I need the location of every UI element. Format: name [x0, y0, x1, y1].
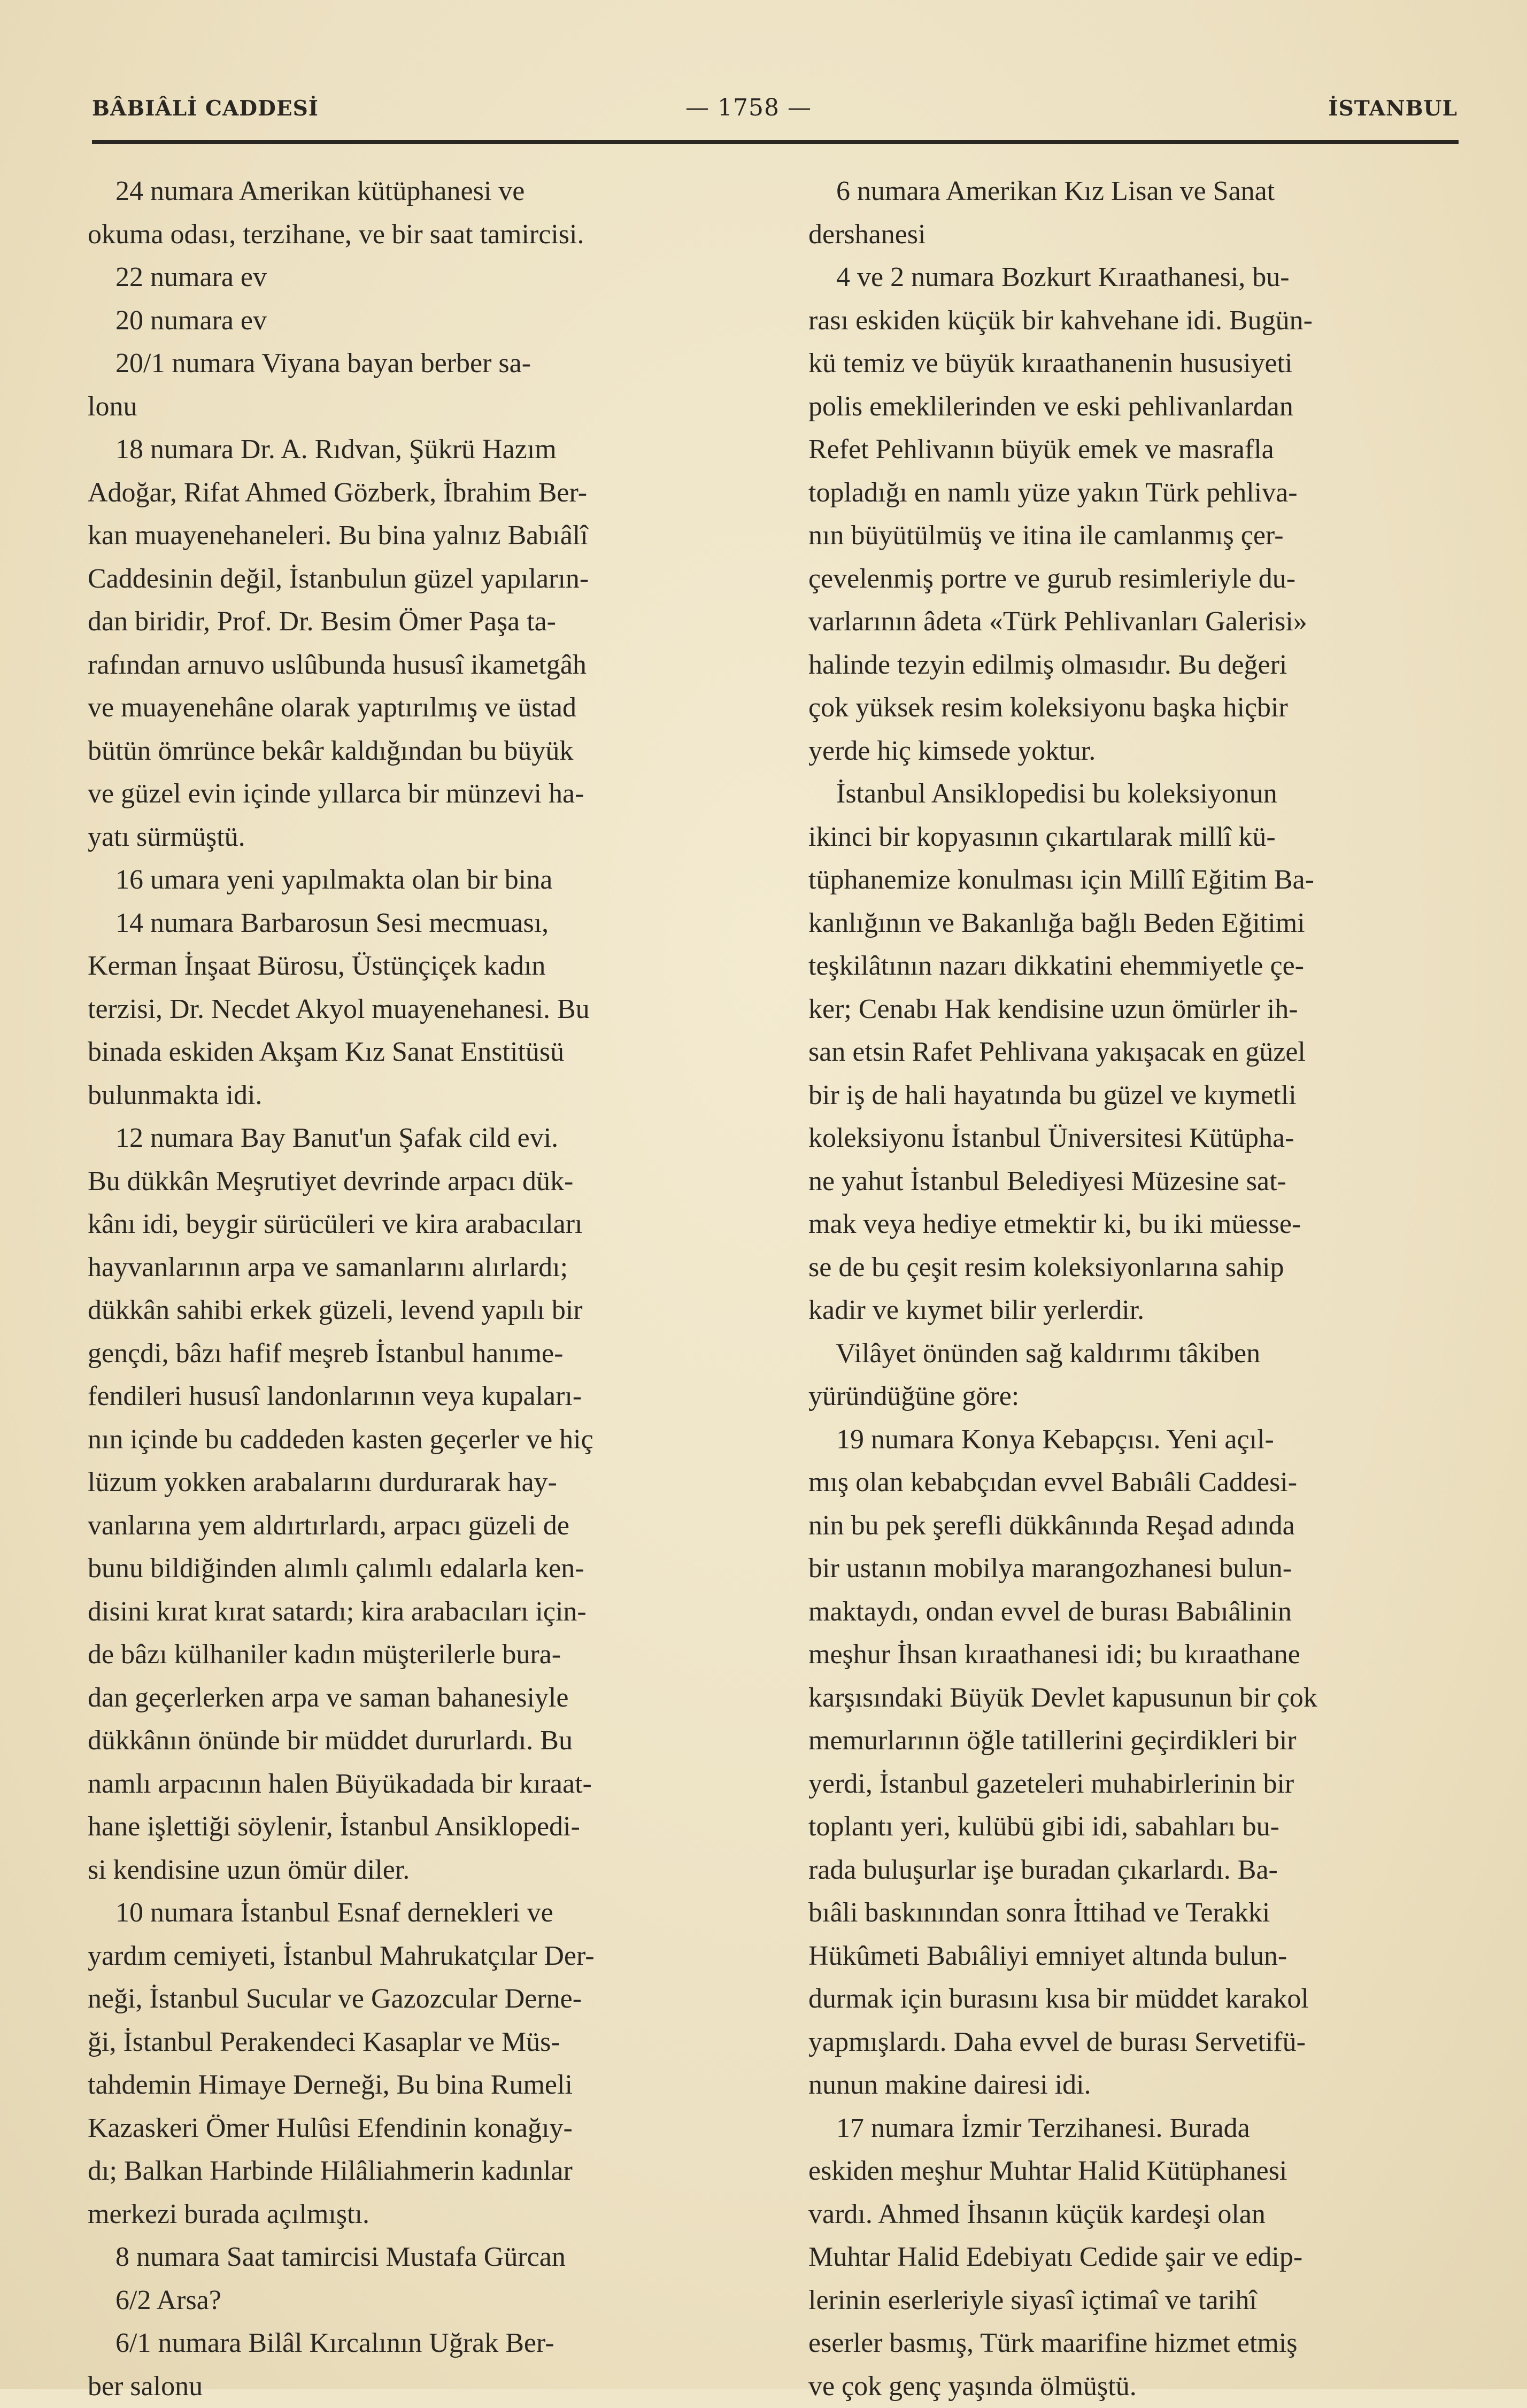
- text-line: kü temiz ve büyük kıraathanenin hususiyeti: [808, 342, 1457, 385]
- text-line: vardı. Ahmed İhsanın küçük kardeşi olan: [808, 2193, 1457, 2236]
- text-line: Kerman İnşaat Bürosu, Üstünçiçek kadın: [88, 945, 740, 988]
- text-line: hayvanlarının arpa ve samanlarını alırlardı;: [88, 1246, 740, 1290]
- text-line: neği, İstanbul Sucular ve Gazozcular Derne-: [88, 1978, 740, 2021]
- text-line: polis emeklilerinden ve eski pehlivanlardan: [808, 385, 1457, 429]
- text-line: Adoğar, Rifat Ahmed Gözberk, İbrahim Ber-: [88, 472, 740, 515]
- text-line: topladığı en namlı yüze yakın Türk pehliva-: [808, 472, 1457, 515]
- text-line: yüründüğüne göre:: [808, 1375, 1457, 1418]
- left-text-column: [88, 170, 740, 2408]
- text-line: bir iş de hali hayatında bu güzel ve kıymetli: [808, 1074, 1457, 1117]
- text-line: san etsin Rafet Pehlivana yakışacak en güzel: [808, 1031, 1457, 1074]
- text-line: lerinin eserleriyle siyasî içtimaî ve tarihî: [808, 2279, 1457, 2322]
- page-number: — 1758 —: [685, 94, 812, 121]
- text-line: kadir ve kıymet bilir yerlerdir.: [808, 1289, 1457, 1332]
- text-line: bir ustanın mobilya marangozhanesi bulun-: [808, 1547, 1457, 1591]
- text-line: se de bu çeşit resim koleksiyonlarına sahip: [808, 1246, 1457, 1290]
- text-line: 20 numara ev: [88, 299, 740, 343]
- text-line: teşkilâtının nazarı dikkatini ehemmiyetle çe-: [808, 945, 1457, 988]
- text-line: 22 numara ev: [88, 256, 740, 299]
- text-line: bütün ömrünce bekâr kaldığından bu büyük: [88, 730, 740, 773]
- text-line: ve çok genç yaşında ölmüştü.: [808, 2365, 1457, 2408]
- text-line: 6/2 Arsa?: [88, 2279, 740, 2322]
- text-line: halinde tezyin edilmiş olmasıdır. Bu değeri: [808, 644, 1457, 687]
- text-line: bıâli baskınından sonra İttihad ve Terakki: [808, 1892, 1457, 1935]
- text-line: merkezi burada açılmıştı.: [88, 2193, 740, 2236]
- text-line: maktaydı, ondan evvel de burası Babıâlinin: [808, 1591, 1457, 1634]
- text-line: dükkân sahibi erkek güzeli, levend yapılı bir: [88, 1289, 740, 1332]
- text-line: mış olan kebabçıdan evvel Babıâli Caddesi-: [808, 1461, 1457, 1504]
- text-line: ker; Cenabı Hak kendisine uzun ömürler ih-: [808, 988, 1457, 1031]
- text-line: kânı idi, beygir sürücüleri ve kira arabacıları: [88, 1203, 740, 1246]
- text-line: disini kırat kırat satardı; kira arabacıları için-: [88, 1591, 740, 1634]
- text-line: eskiden meşhur Muhtar Halid Kütüphanesi: [808, 2150, 1457, 2193]
- text-line: toplantı yeri, kulübü gibi idi, sabahları bu-: [808, 1805, 1457, 1849]
- text-line: 16 umara yeni yapılmakta olan bir bina: [88, 859, 740, 902]
- text-line: çevelenmiş portre ve gurub resimleriyle du-: [808, 558, 1457, 601]
- text-line: durmak için burasını kısa bir müddet karakol: [808, 1978, 1457, 2021]
- text-line: ber salonu: [88, 2365, 740, 2408]
- text-line: nin bu pek şerefli dükkânında Reşad adında: [808, 1504, 1457, 1548]
- text-line: karşısındaki Büyük Devlet kapusunun bir çok: [808, 1677, 1457, 1720]
- text-line: dükkânın önünde bir müddet dururlardı. Bu: [88, 1719, 740, 1763]
- text-line: vanlarına yem aldırtırlardı, arpacı güzeli de: [88, 1504, 740, 1548]
- text-line: Vilâyet önünden sağ kaldırımı tâkiben: [808, 1332, 1457, 1376]
- text-line: hane işlettiği söylenir, İstanbul Ansiklopedi-: [88, 1805, 740, 1849]
- text-line: tüphanemize konulması için Millî Eğitim Ba-: [808, 859, 1457, 902]
- text-line: ve güzel evin içinde yıllarca bir münzevi ha-: [88, 773, 740, 816]
- text-line: fendileri hususî landonlarının veya kupaları-: [88, 1375, 740, 1418]
- header-city-name: İSTANBUL: [1328, 96, 1457, 121]
- text-line: lüzum yokken arabalarını durdurarak hay-: [88, 1461, 740, 1504]
- text-line: yerdi, İstanbul gazeteleri muhabirlerinin bir: [808, 1763, 1457, 1806]
- text-line: 10 numara İstanbul Esnaf dernekleri ve: [88, 1892, 740, 1935]
- text-line: Bu dükkân Meşrutiyet devrinde arpacı dük-: [88, 1160, 740, 1203]
- text-line: bulunmakta idi.: [88, 1074, 740, 1117]
- text-line: nunun makine dairesi idi.: [808, 2064, 1457, 2107]
- text-line: yardım cemiyeti, İstanbul Mahrukatçılar Der-: [88, 1935, 740, 1978]
- text-line: 8 numara Saat tamircisi Mustafa Gürcan: [88, 2236, 740, 2279]
- text-line: 6 numara Amerikan Kız Lisan ve Sanat: [808, 170, 1457, 213]
- text-line: de bâzı külhaniler kadın müşterilerle bura-: [88, 1633, 740, 1677]
- text-line: 17 numara İzmir Terzihanesi. Burada: [808, 2107, 1457, 2150]
- text-line: Refet Pehlivanın büyük emek ve masrafla: [808, 428, 1457, 472]
- text-line: 18 numara Dr. A. Rıdvan, Şükrü Hazım: [88, 428, 740, 472]
- text-line: 6/1 numara Bilâl Kırcalının Uğrak Ber-: [88, 2322, 740, 2365]
- text-line: tahdemin Himaye Derneği, Bu bina Rumeli: [88, 2064, 740, 2107]
- text-line: yerde hiç kimsede yoktur.: [808, 730, 1457, 773]
- text-line: dan biridir, Prof. Dr. Besim Ömer Paşa ta-: [88, 600, 740, 644]
- text-line: si kendisine uzun ömür diler.: [88, 1849, 740, 1892]
- text-line: terzisi, Dr. Necdet Akyol muayenehanesi. Bu: [88, 988, 740, 1031]
- text-line: Muhtar Halid Edebiyatı Cedide şair ve edip-: [808, 2236, 1457, 2279]
- text-line: 14 numara Barbarosun Sesi mecmuası,: [88, 902, 740, 945]
- text-line: ve muayenehâne olarak yaptırılmış ve üstad: [88, 686, 740, 730]
- running-header: [92, 96, 1457, 134]
- text-line: binada eskiden Akşam Kız Sanat Enstitüsü: [88, 1031, 740, 1074]
- text-line: okuma odası, terzihane, ve bir saat tamircisi.: [88, 213, 740, 257]
- right-text-column: [808, 170, 1457, 2408]
- text-line: mak veya hediye etmektir ki, bu iki müesse-: [808, 1203, 1457, 1246]
- text-line: gençdi, bâzı hafif meşreb İstanbul hanıme-: [88, 1332, 740, 1376]
- text-line: kan muayenehaneleri. Bu bina yalnız Babıâlî: [88, 514, 740, 558]
- text-line: 24 numara Amerikan kütüphanesi ve: [88, 170, 740, 213]
- text-line: ği, İstanbul Perakendeci Kasaplar ve Müs-: [88, 2021, 740, 2064]
- text-line: meşhur İhsan kıraathanesi idi; bu kıraathane: [808, 1633, 1457, 1677]
- text-line: varlarının âdeta «Türk Pehlivanları Galerisi»: [808, 600, 1457, 644]
- header-rule: [92, 140, 1459, 144]
- text-line: memurlarının öğle tatillerini geçirdikleri bir: [808, 1719, 1457, 1763]
- text-line: ne yahut İstanbul Belediyesi Müzesine sat-: [808, 1160, 1457, 1203]
- text-line: Caddesinin değil, İstanbulun güzel yapıların-: [88, 558, 740, 601]
- text-line: 12 numara Bay Banut'un Şafak cild evi.: [88, 1117, 740, 1160]
- text-line: rafından arnuvo uslûbunda hususî ikametgâh: [88, 644, 740, 687]
- text-line: 19 numara Konya Kebapçısı. Yeni açıl-: [808, 1418, 1457, 1462]
- text-line: Hükûmeti Babıâliyi emniyet altında bulun-: [808, 1935, 1457, 1978]
- text-line: namlı arpacının halen Büyükadada bir kıraat-: [88, 1763, 740, 1806]
- text-line: Kazaskeri Ömer Hulûsi Efendinin konağıy-: [88, 2107, 740, 2150]
- text-line: nın büyütülmüş ve itina ile camlanmış çer-: [808, 514, 1457, 558]
- text-line: lonu: [88, 385, 740, 429]
- text-line: rası eskiden küçük bir kahvehane idi. Bugün-: [808, 299, 1457, 343]
- header-street-name: BÂBIÂLİ CADDESİ: [92, 96, 319, 121]
- text-line: eserler basmış, Türk maarifine hizmet etmiş: [808, 2322, 1457, 2365]
- text-line: rada buluşurlar işe buradan çıkarlardı. Ba-: [808, 1849, 1457, 1892]
- text-line: dershanesi: [808, 213, 1457, 257]
- text-line: dan geçerlerken arpa ve saman bahanesiyle: [88, 1677, 740, 1720]
- text-line: İstanbul Ansiklopedisi bu koleksiyonun: [808, 773, 1457, 816]
- text-line: 4 ve 2 numara Bozkurt Kıraathanesi, bu-: [808, 256, 1457, 299]
- text-line: 20/1 numara Viyana bayan berber sa-: [88, 342, 740, 385]
- text-line: yatı sürmüştü.: [88, 816, 740, 859]
- text-line: dı; Balkan Harbinde Hilâliahmerin kadınlar: [88, 2150, 740, 2193]
- text-line: koleksiyonu İstanbul Üniversitesi Kütüpha-: [808, 1117, 1457, 1160]
- text-line: bunu bildiğinden alımlı çalımlı edalarla ken-: [88, 1547, 740, 1591]
- text-line: nın içinde bu caddeden kasten geçerler ve hiç: [88, 1418, 740, 1462]
- text-line: yapmışlardı. Daha evvel de burası Servetifü-: [808, 2021, 1457, 2064]
- text-line: kanlığının ve Bakanlığa bağlı Beden Eğitimi: [808, 902, 1457, 945]
- text-line: ikinci bir kopyasının çıkartılarak millî kü-: [808, 816, 1457, 859]
- text-line: çok yüksek resim koleksiyonu başka hiçbir: [808, 686, 1457, 730]
